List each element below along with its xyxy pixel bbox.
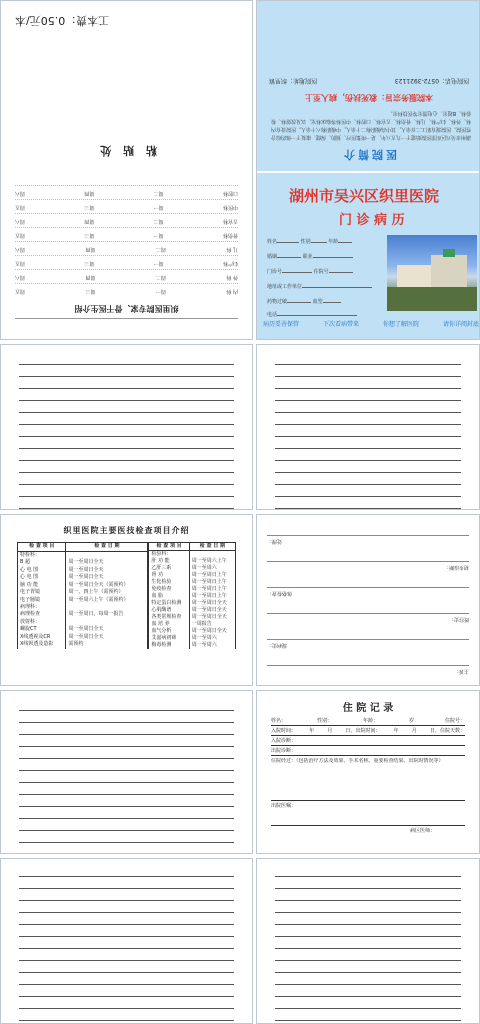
writing-line xyxy=(19,795,234,807)
record-section-label: 体格检查： xyxy=(267,587,469,597)
schedule-cell: 周二 xyxy=(153,218,164,224)
schedule-cell: 口腔科 xyxy=(222,190,238,196)
exam-item: 特检科： xyxy=(18,551,66,559)
inpatient-row1 xyxy=(271,718,465,726)
ward-doctor-label: 病区医师： xyxy=(409,828,435,834)
writing-line xyxy=(275,985,461,997)
rotated-record-page xyxy=(256,514,480,686)
admit-year-unit: 年 xyxy=(309,728,315,734)
exam-row xyxy=(18,626,148,633)
exam-item: 病理科： xyxy=(18,604,66,611)
exam-page xyxy=(0,514,253,686)
writing-line xyxy=(19,831,234,843)
exam-row xyxy=(18,641,148,649)
writing-line xyxy=(19,771,234,783)
blank-page-right-1 xyxy=(256,344,480,510)
writing-lines xyxy=(275,865,461,1021)
exam-item: 肾 功 xyxy=(149,572,189,579)
writing-line xyxy=(19,1009,234,1021)
writing-line xyxy=(19,723,234,735)
exam-row xyxy=(149,558,236,565)
schedule-cell: 周五 xyxy=(15,288,26,294)
field-marriage-label: 婚姻 xyxy=(267,254,278,260)
back-cover-page xyxy=(0,0,253,340)
exam-item: 螺旋CT xyxy=(18,626,66,633)
record-section-label: 主诉： xyxy=(267,665,469,675)
exam-item: 生化检验 xyxy=(149,579,189,586)
exam-header-item-right: 检 查 项 目 xyxy=(149,543,189,551)
writing-line xyxy=(19,925,234,937)
schedule-section xyxy=(15,168,238,319)
exam-item: 艾滋病初筛 xyxy=(149,635,189,642)
exam-date: 周一至周日全天 xyxy=(189,614,235,621)
writing-lines xyxy=(19,353,234,509)
schedule-cell: 骨伤科 xyxy=(222,232,238,238)
discharge-diagnosis-label: 出院诊断： xyxy=(271,748,465,756)
exam-row xyxy=(18,589,148,596)
exam-row xyxy=(149,628,236,635)
blank-page-left-2 xyxy=(0,690,253,854)
schedule-rows xyxy=(15,185,238,297)
exam-item: 血气分析 xyxy=(149,628,189,635)
schedule-cell: 周一 xyxy=(153,260,164,266)
exam-title: 织里医院主要医技检查项目介绍 xyxy=(63,526,190,535)
exam-item: 电子肠镜 xyxy=(18,597,66,604)
schedule-row xyxy=(15,213,238,227)
exam-row xyxy=(149,600,236,607)
schedule-cell: 妇产科 xyxy=(222,260,238,266)
writing-line xyxy=(275,413,461,425)
exam-item: 梅毒检测 xyxy=(149,642,189,649)
exam-date: 周一、四上午（需预约） xyxy=(66,589,148,596)
writing-line xyxy=(275,1009,461,1021)
writing-line xyxy=(275,449,461,461)
inpatient-age-label: 年龄： xyxy=(362,718,378,724)
intro-panel xyxy=(257,1,480,171)
exam-row xyxy=(149,579,236,586)
exam-row xyxy=(149,607,236,614)
writing-line xyxy=(275,473,461,485)
exam-header-date-left: 检 查 日 期 xyxy=(66,543,148,552)
schedule-title: 织里医院专家、骨干医生介绍 xyxy=(74,304,179,313)
schedule-cell: 周二 xyxy=(155,274,166,280)
schedule-row xyxy=(15,185,238,199)
exam-item: 肝 功 能 xyxy=(149,558,189,565)
blank-page-left-1 xyxy=(0,344,253,510)
field-gender-label: 性别 xyxy=(300,239,311,245)
exam-item: 血 培 养 xyxy=(149,621,189,628)
writing-line xyxy=(19,997,234,1009)
writing-line xyxy=(275,877,461,889)
exam-date: 周一至周日全天 xyxy=(66,634,148,641)
exam-item: 各类常规检查 xyxy=(149,614,189,621)
schedule-cell: 周三 xyxy=(84,204,95,210)
exam-item: X线透视及CR xyxy=(18,634,66,641)
field-age-label: 年龄 xyxy=(328,239,339,245)
exam-table-right xyxy=(148,542,236,649)
writing-line xyxy=(275,865,461,877)
writing-line xyxy=(19,937,234,949)
writing-line xyxy=(275,925,461,937)
exam-date: 周一至周日上午 xyxy=(189,593,235,600)
exam-date: 周一至周日上午 xyxy=(189,579,235,586)
exam-row xyxy=(149,635,236,642)
field-occupation-label: 职业 xyxy=(302,254,313,260)
writing-line xyxy=(19,449,234,461)
exam-item: 病理检查 xyxy=(18,611,66,618)
writing-line xyxy=(19,485,234,497)
phone-text: 医院电话：0572-3921123 xyxy=(394,77,469,84)
schedule-cell: 周四 xyxy=(84,218,95,224)
admit-time-label: 入院时间： xyxy=(271,728,297,734)
schedule-cell: 周一 xyxy=(153,232,164,238)
writing-line xyxy=(19,819,234,831)
schedule-cell: 周一 xyxy=(155,288,166,294)
exam-date: 周一至周日全天（需预约） xyxy=(66,582,148,589)
admit-month-unit: 月 xyxy=(327,728,333,734)
schedule-cell: 周五 xyxy=(15,204,26,210)
exam-date: 周一至周六上午 xyxy=(189,558,235,565)
writing-lines xyxy=(19,699,234,854)
exam-row xyxy=(149,593,236,600)
sticker-area-label: 粘 贴 处 xyxy=(96,144,157,157)
record-section-label: 现病史： xyxy=(267,639,469,649)
writing-line xyxy=(19,747,234,759)
writing-line xyxy=(19,497,234,509)
exam-item: 放射科： xyxy=(18,619,66,626)
exam-date xyxy=(66,551,148,559)
writing-line xyxy=(19,699,234,711)
slogan-text: 下次看病带来 xyxy=(322,321,359,328)
admit-diagnosis-label: 入院诊断： xyxy=(271,738,465,746)
schedule-row xyxy=(15,241,238,255)
inpatient-ward-label: 住院号： xyxy=(444,718,465,724)
discharge-year-unit: 年 xyxy=(393,728,399,734)
exam-item: B 超 xyxy=(18,559,66,566)
writing-line xyxy=(275,901,461,913)
schedule-cell: 周五 xyxy=(15,232,26,238)
price-text: 工本费：0.50元/本 xyxy=(15,14,110,27)
record-title: 门 诊 病 历 xyxy=(339,213,405,228)
exam-header-date-right: 检 查 日 期 xyxy=(189,543,235,551)
writing-line xyxy=(19,425,234,437)
exam-item: 特定蛋白检测 xyxy=(149,600,189,607)
exam-item: 电子胃镜 xyxy=(18,589,66,596)
exam-item: 检验科： xyxy=(149,551,189,559)
record-section-label: 既往史： xyxy=(267,613,469,623)
cover-main-panel xyxy=(257,173,480,340)
writing-line xyxy=(19,401,234,413)
exam-date: 周一至周日上午 xyxy=(189,572,235,579)
motto-text: 本院服务宗旨：救死扶伤，病人至上 xyxy=(305,93,433,102)
writing-line xyxy=(19,353,234,365)
inpatient-name-label: 姓名： xyxy=(271,718,287,724)
schedule-cell: 周三 xyxy=(84,260,95,266)
writing-line xyxy=(275,365,461,377)
writing-line xyxy=(19,759,234,771)
writing-line xyxy=(275,913,461,925)
exam-date: 周一至周六 xyxy=(189,565,235,572)
exam-date: 周一至周六 xyxy=(189,635,235,642)
writing-line xyxy=(19,901,234,913)
schedule-cell: 周六 xyxy=(15,246,26,252)
writing-line xyxy=(275,389,461,401)
blank-page-right-3 xyxy=(256,858,480,1024)
exam-date: 周一至周日全天 xyxy=(189,600,235,607)
writing-line xyxy=(19,711,234,723)
writing-line xyxy=(275,401,461,413)
exam-item: 心肌酶谱 xyxy=(149,607,189,614)
writing-line xyxy=(19,973,234,985)
exam-date: 周一至周日全天 xyxy=(66,574,148,581)
exam-row xyxy=(18,551,148,559)
exam-row xyxy=(149,572,236,579)
schedule-row xyxy=(15,199,238,213)
writing-line xyxy=(19,913,234,925)
intro-text: 湖州市吴兴区织里医院始建于一九五八年，是一所集医疗、预防、保健、康复于一体的综合性医院。医院现有职工二百余人，其中高级职称二十余人，中级职称六十余人。医院设有内科、外科、妇产科、儿科、骨伤科、五官科、口腔科、中医科等临床科室，以及放射科、检验科、B超室、心电图室等医技科室。 xyxy=(270,110,471,140)
discharge-time-label: 日，出院时间： xyxy=(345,728,381,734)
schedule-cell: 周三 xyxy=(84,232,95,238)
schedule-cell: 内 科 xyxy=(226,288,238,294)
hospital-course-label: 住院经过：（包括治疗方法及效果、手术名称、重要检查结果、出院时情况等） xyxy=(271,758,465,801)
exam-row xyxy=(18,559,148,566)
record-section-label: 初步诊断： xyxy=(267,561,469,571)
address-text: 医院地址：织里镇 xyxy=(269,77,318,84)
exam-row xyxy=(149,621,236,628)
slogan-text: 病历妥善保管 xyxy=(263,321,300,328)
writing-line xyxy=(275,889,461,901)
slogan-bar xyxy=(263,319,479,328)
exam-item: 心 电 图 xyxy=(18,574,66,581)
writing-line xyxy=(19,413,234,425)
exam-item: 乙肝三系 xyxy=(149,565,189,572)
discharge-advice-label: 出院医嘱： xyxy=(271,803,465,826)
slogan-text: 你想了解医院 xyxy=(382,321,419,328)
writing-line xyxy=(19,783,234,795)
exam-item: 血 脂 xyxy=(149,593,189,600)
schedule-cell: 周四 xyxy=(84,190,95,196)
writing-lines xyxy=(275,353,461,509)
hospital-name: 湖州市吴兴区织里医院 xyxy=(289,187,440,205)
schedule-cell: 中医科 xyxy=(222,204,238,210)
writing-line xyxy=(275,377,461,389)
writing-line xyxy=(19,389,234,401)
exam-date xyxy=(189,551,235,559)
exam-row xyxy=(149,551,236,559)
exam-row xyxy=(149,565,236,572)
schedule-row xyxy=(15,227,238,241)
writing-line xyxy=(275,425,461,437)
schedule-cell: 周四 xyxy=(85,274,96,280)
writing-line xyxy=(275,485,461,497)
field-ward-no-label: 住院号 xyxy=(313,269,329,275)
schedule-cell: 外 科 xyxy=(226,274,238,280)
exam-row xyxy=(149,586,236,593)
exam-date: 周一至周日全天 xyxy=(66,626,148,633)
writing-line xyxy=(275,937,461,949)
schedule-row xyxy=(15,283,238,297)
exam-date: 周一至周日，每周一报告 xyxy=(66,611,148,618)
exam-date: 周一至周日全天 xyxy=(66,559,148,566)
exam-date: 需预约 xyxy=(66,641,148,649)
writing-lines xyxy=(19,865,234,1021)
exam-date: 周一至周日全天 xyxy=(189,628,235,635)
writing-line xyxy=(19,735,234,747)
exam-item: X线钡透及造影 xyxy=(18,641,66,649)
writing-line xyxy=(19,807,234,819)
exam-item: 免疫检查 xyxy=(149,586,189,593)
inpatient-gender-label: 性别： xyxy=(316,718,332,724)
writing-line xyxy=(19,949,234,961)
schedule-cell: 周二 xyxy=(155,246,166,252)
exam-date: 周一至周日上午 xyxy=(189,586,235,593)
writing-line xyxy=(19,889,234,901)
writing-line xyxy=(19,461,234,473)
writing-line xyxy=(19,843,234,854)
schedule-cell: 周五 xyxy=(15,260,26,266)
exam-date: 周一至周六 xyxy=(189,642,235,649)
inpatient-age-unit: 岁 xyxy=(408,718,414,724)
intro-heading: 医院简介 xyxy=(341,148,397,161)
writing-line xyxy=(19,877,234,889)
schedule-row xyxy=(15,255,238,269)
exam-header-item-left: 检 查 项 目 xyxy=(18,543,66,552)
inpatient-page xyxy=(256,690,480,854)
exam-date: 周一至周六上午（需预约） xyxy=(66,597,148,604)
blank-page-left-3 xyxy=(0,858,253,1024)
writing-line xyxy=(19,473,234,485)
front-cover-page xyxy=(256,0,480,340)
schedule-cell: 五官科 xyxy=(222,218,238,224)
writing-line xyxy=(275,461,461,473)
field-name-label: 姓名 xyxy=(267,239,278,245)
writing-line xyxy=(275,949,461,961)
exam-table-left xyxy=(17,542,148,649)
exam-date: 周一至周日全天 xyxy=(66,567,148,574)
schedule-cell: 周六 xyxy=(15,218,26,224)
writing-line xyxy=(275,973,461,985)
stay-days-label: 日，住院天数： xyxy=(429,728,465,734)
writing-line xyxy=(275,961,461,973)
schedule-cell: 周六 xyxy=(15,190,26,196)
exam-row xyxy=(18,567,148,574)
rotated-record-labels xyxy=(267,519,469,675)
schedule-cell: 儿 科 xyxy=(226,246,238,252)
exam-date: 一周报告 xyxy=(189,621,235,628)
slogan-text: 请你详阅封底 xyxy=(442,321,479,328)
writing-line xyxy=(19,365,234,377)
exam-row xyxy=(18,574,148,581)
writing-line xyxy=(275,437,461,449)
schedule-cell: 周四 xyxy=(85,246,96,252)
writing-line xyxy=(19,985,234,997)
schedule-cell: 周六 xyxy=(15,274,26,280)
exam-row xyxy=(149,614,236,621)
field-allergy-label: 药物过敏 xyxy=(267,299,288,305)
exam-item: 心 电 图 xyxy=(18,567,66,574)
field-address-label: 地址或工作单位 xyxy=(267,284,303,290)
writing-line xyxy=(275,497,461,509)
writing-line xyxy=(19,865,234,877)
schedule-cell: 周一 xyxy=(153,204,164,210)
writing-line xyxy=(19,377,234,389)
writing-line xyxy=(19,437,234,449)
inpatient-row2 xyxy=(271,728,465,736)
schedule-cell: 周三 xyxy=(85,288,96,294)
exam-row xyxy=(18,597,148,604)
writing-line xyxy=(275,353,461,365)
exam-date: 周一至周日全天 xyxy=(189,607,235,614)
exam-row xyxy=(18,582,148,589)
inpatient-title: 住 院 记 录 xyxy=(342,703,394,714)
exam-row xyxy=(149,642,236,649)
exam-row xyxy=(18,611,148,618)
schedule-row xyxy=(15,269,238,283)
record-section-label: 处理： xyxy=(267,535,469,545)
writing-line xyxy=(275,997,461,1009)
discharge-month-unit: 月 xyxy=(411,728,417,734)
field-phone-label: 电话 xyxy=(267,312,278,318)
hospital-photo xyxy=(387,235,477,311)
field-clinic-no-label: 门诊号 xyxy=(267,269,283,275)
schedule-cell: 周二 xyxy=(153,190,164,196)
exam-item: 脑 功 能 xyxy=(18,582,66,589)
writing-line xyxy=(19,961,234,973)
field-blood-label: 血型 xyxy=(312,299,323,305)
